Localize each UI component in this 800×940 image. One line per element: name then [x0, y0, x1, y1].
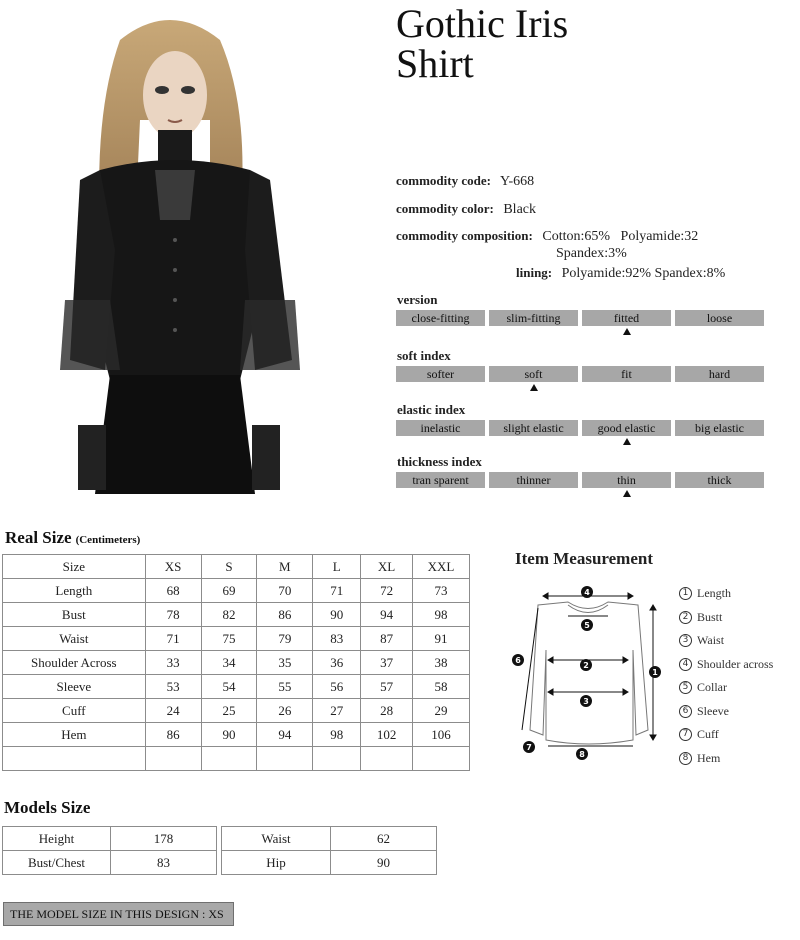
commodity-code-label: commodity code: [396, 173, 491, 188]
table-cell: 102 [361, 723, 413, 747]
version-scale [396, 310, 764, 326]
models-size-title: Models Size [4, 798, 91, 817]
elastic-index-scale [396, 420, 764, 436]
svg-text:2: 2 [583, 661, 589, 670]
product-title-line1: Gothic Iris [396, 1, 569, 46]
soft-index-label: soft index [397, 348, 451, 363]
table-cell: 27 [313, 699, 361, 723]
table-cell: 79 [257, 627, 313, 651]
legend-number: 4 [679, 658, 692, 671]
table-cell: 29 [413, 699, 470, 723]
table-cell: 55 [257, 675, 313, 699]
real-size-table [2, 554, 470, 771]
table-cell: 86 [145, 723, 201, 747]
thickness-index-option: thick [675, 472, 764, 488]
legend-number: 6 [679, 705, 692, 718]
table-cell: 26 [257, 699, 313, 723]
commodity-composition-label: commodity composition: [396, 228, 533, 243]
table-cell: 87 [361, 627, 413, 651]
table-cell: 69 [201, 579, 257, 603]
legend-number: 8 [679, 752, 692, 765]
legend-item [679, 653, 773, 677]
table-cell: 28 [361, 699, 413, 723]
commodity-color-row [396, 201, 536, 218]
table-row [222, 851, 437, 875]
table-cell: 73 [413, 579, 470, 603]
soft-index-option: softer [396, 366, 485, 382]
table-row [3, 827, 217, 851]
legend-label: Cuff [697, 727, 719, 742]
table-cell [257, 747, 313, 771]
table-cell: 106 [413, 723, 470, 747]
item-measurement-title: Item Measurement [515, 549, 654, 568]
version-option: loose [675, 310, 764, 326]
soft-index-option: fit [582, 366, 671, 382]
table-cell: 36 [313, 651, 361, 675]
table-header-row [3, 555, 470, 579]
product-photo [60, 0, 300, 494]
svg-text:3: 3 [583, 697, 589, 706]
commodity-composition-value: Cotton:65% Polyamide:32 [542, 229, 699, 244]
legend-item [679, 723, 773, 747]
row-label-cell: Hem [3, 723, 146, 747]
table-cell [413, 747, 470, 771]
legend-item [679, 629, 773, 653]
table-header-cell: L [313, 555, 361, 579]
table-cell: 33 [145, 651, 201, 675]
garment-diagram [508, 580, 668, 765]
table-cell: 53 [145, 675, 201, 699]
legend-label: Sleeve [697, 703, 729, 718]
table-cell: 71 [313, 579, 361, 603]
row-label-cell: Length [3, 579, 146, 603]
table-cell: 24 [145, 699, 201, 723]
model-height-label: Height [3, 827, 111, 851]
table-cell: 56 [313, 675, 361, 699]
table-cell: 72 [361, 579, 413, 603]
table-cell: 83 [313, 627, 361, 651]
table-row [3, 651, 470, 675]
soft-index-option: hard [675, 366, 764, 382]
table-cell: 57 [361, 675, 413, 699]
table-cell: 98 [413, 603, 470, 627]
table-cell: 94 [257, 723, 313, 747]
model-height-value: 178 [111, 827, 217, 851]
table-header-cell: S [201, 555, 257, 579]
composition-spandex: Spandex:3% [556, 246, 627, 261]
legend-label: Hem [697, 750, 721, 765]
table-cell: 75 [201, 627, 257, 651]
legend-number: 2 [679, 611, 692, 624]
svg-text:6: 6 [515, 656, 521, 665]
table-cell [145, 747, 201, 771]
soft-index-option-selected: soft [489, 366, 578, 382]
table-row [222, 827, 437, 851]
row-label-cell: Cuff [3, 699, 146, 723]
legend-number: 3 [679, 634, 692, 647]
table-cell [201, 747, 257, 771]
model-bust-label: Bust/Chest [3, 851, 111, 875]
thickness-index-option: tran sparent [396, 472, 485, 488]
table-row [3, 851, 217, 875]
table-cell: 90 [201, 723, 257, 747]
table-row [3, 699, 470, 723]
row-label-cell: Bust [3, 603, 146, 627]
legend-item [679, 747, 773, 771]
lining-value: Polyamide:92% Spandex:8% [561, 266, 726, 281]
version-option: close-fitting [396, 310, 485, 326]
table-cell: 54 [201, 675, 257, 699]
model-waist-value: 62 [331, 827, 437, 851]
model-bust-value: 83 [111, 851, 217, 875]
version-label: version [397, 292, 438, 307]
elastic-index-option: big elastic [675, 420, 764, 436]
legend-number: 1 [679, 587, 692, 600]
real-size-title [5, 528, 140, 548]
soft-index-scale [396, 366, 764, 382]
table-row [3, 675, 470, 699]
real-size-unit: (Centimeters) [75, 534, 141, 546]
legend-number: 5 [679, 681, 692, 694]
commodity-color-label: commodity color: [396, 201, 494, 216]
row-label-cell: Shoulder Across [3, 651, 146, 675]
measurement-legend [679, 582, 773, 770]
model-hip-value: 90 [331, 851, 437, 875]
commodity-composition-row [396, 228, 698, 245]
table-cell: 38 [413, 651, 470, 675]
model-hip-label: Hip [222, 851, 331, 875]
legend-number: 7 [679, 728, 692, 741]
svg-text:1: 1 [652, 668, 658, 677]
legend-label: Length [697, 586, 731, 601]
table-cell: 90 [313, 603, 361, 627]
table-header-cell: M [257, 555, 313, 579]
models-size-table-right [221, 826, 437, 875]
table-header-cell: XL [361, 555, 413, 579]
commodity-code-value: Y-668 [499, 174, 535, 189]
legend-label: Shoulder across [697, 656, 774, 671]
legend-item [679, 582, 773, 606]
table-header-cell: Size [3, 555, 146, 579]
model-waist-label: Waist [222, 827, 331, 851]
thickness-index-label: thickness index [397, 454, 482, 469]
table-cell: 98 [313, 723, 361, 747]
table-cell: 91 [413, 627, 470, 651]
legend-item [679, 700, 773, 724]
elastic-index-label: elastic index [397, 402, 466, 417]
product-title-line2: Shirt [396, 41, 474, 86]
lining-label: lining: [516, 265, 553, 280]
table-cell: 82 [201, 603, 257, 627]
legend-item [679, 676, 773, 700]
commodity-color-value: Black [503, 202, 536, 217]
svg-text:4: 4 [584, 588, 590, 597]
table-cell: 86 [257, 603, 313, 627]
legend-label: Bustt [697, 609, 723, 624]
real-size-title-text: Real Size [5, 528, 72, 547]
legend-label: Waist [697, 633, 725, 648]
table-row [3, 723, 470, 747]
table-row [3, 627, 470, 651]
table-header-cell: XS [145, 555, 201, 579]
svg-text:5: 5 [584, 621, 590, 630]
table-cell: 78 [145, 603, 201, 627]
table-cell: 94 [361, 603, 413, 627]
elastic-index-option-selected: good elastic [582, 420, 671, 436]
table-cell [313, 747, 361, 771]
version-option-selected: fitted [582, 310, 671, 326]
thickness-index-scale [396, 472, 764, 488]
product-title [396, 1, 656, 86]
elastic-index-option: inelastic [396, 420, 485, 436]
models-size-table-left [2, 826, 217, 875]
table-row [3, 747, 470, 771]
table-header-cell: XXL [413, 555, 470, 579]
svg-text:8: 8 [579, 750, 585, 759]
commodity-composition-line2 [556, 246, 627, 262]
elastic-index-option: slight elastic [489, 420, 578, 436]
thickness-index-option: thinner [489, 472, 578, 488]
table-cell: 25 [201, 699, 257, 723]
table-cell [361, 747, 413, 771]
svg-text:7: 7 [526, 743, 532, 752]
row-label-cell: Sleeve [3, 675, 146, 699]
thickness-index-option-selected: thin [582, 472, 671, 488]
table-row [3, 603, 470, 627]
table-cell: 68 [145, 579, 201, 603]
model-size-note: THE MODEL SIZE IN THIS DESIGN : XS [3, 902, 234, 926]
table-row [3, 579, 470, 603]
table-cell: 71 [145, 627, 201, 651]
table-cell: 70 [257, 579, 313, 603]
lining-row [516, 265, 725, 282]
table-cell: 34 [201, 651, 257, 675]
table-cell: 58 [413, 675, 470, 699]
commodity-code-row [396, 173, 534, 190]
version-option: slim-fitting [489, 310, 578, 326]
legend-item [679, 606, 773, 630]
legend-label: Collar [697, 680, 727, 695]
row-label-cell: Waist [3, 627, 146, 651]
row-label-cell [3, 747, 146, 771]
table-cell: 37 [361, 651, 413, 675]
table-cell: 35 [257, 651, 313, 675]
